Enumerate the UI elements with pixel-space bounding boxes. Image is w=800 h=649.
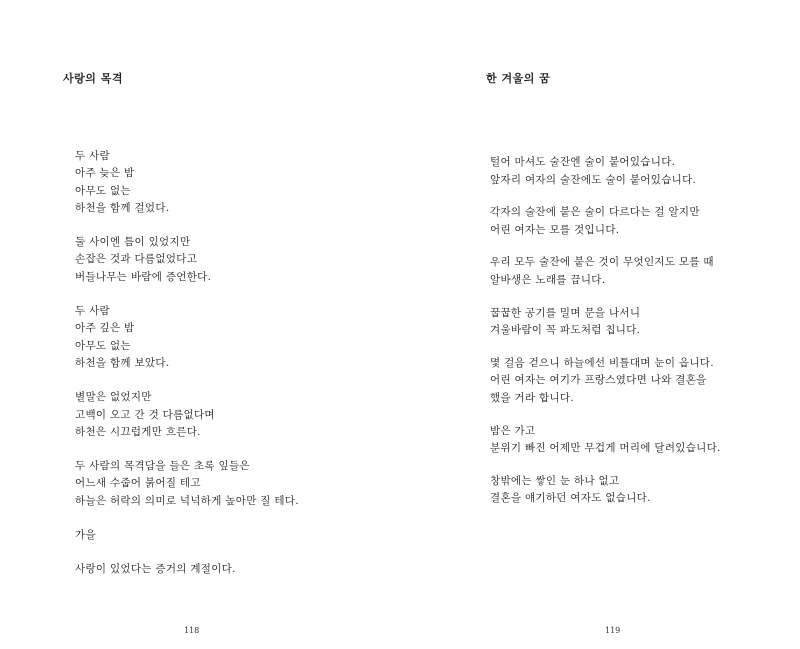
stanza <box>75 527 385 544</box>
poem-line: 가을 <box>75 529 96 542</box>
poem-line: 털어 마셔도 술잔엔 술이 붙어있습니다. <box>490 156 676 168</box>
poem-line: 꿉꿉한 공기를 밀며 문을 나서니 <box>490 306 641 319</box>
poem-line: 하늘은 허락의 의미로 넉넉하게 높아만 질 테다. <box>75 494 299 507</box>
poem-line: 하천을 함께 보았다. <box>75 356 170 369</box>
poem-line: 고백이 오고 간 것 다름없다며 <box>75 408 215 421</box>
poem-line: 몇 걸음 걷으니 하늘에선 비틀대며 눈이 옵니다. <box>490 356 714 369</box>
poem-line: 사랑이 있었다는 증거의 계절이다. <box>75 563 236 576</box>
poem-line: 버들나무는 바람에 증언한다. <box>75 270 212 283</box>
poem-line: 했을 거라 합니다. <box>490 391 575 404</box>
poem-line: 하천을 함께 걸었다. <box>75 201 170 214</box>
poem-line: 결혼을 얘기하던 여자도 없습니다. <box>490 492 651 505</box>
right-page-number: 119 <box>605 626 621 635</box>
poem-line: 둘 사이엔 틈이 있었지만 <box>75 236 191 249</box>
poem-line: 하천은 시끄럽게만 흐른다. <box>75 425 201 438</box>
right-poem-body <box>490 154 790 523</box>
stanza <box>75 148 385 217</box>
left-poem-body <box>75 148 385 596</box>
poem-line: 알바생은 노래를 끕니다. <box>490 273 606 286</box>
stanza <box>490 355 790 408</box>
stanza <box>490 305 790 340</box>
poem-line: 아주 늦은 밤 <box>75 167 135 180</box>
left-poem-title: 사랑의 목격 <box>63 72 123 85</box>
poem-line: 밤은 가고 <box>490 424 536 437</box>
stanza <box>490 154 790 189</box>
poem-line: 어느새 수줍어 붉어질 테고 <box>75 477 201 490</box>
right-poem-title: 한 겨울의 꿈 <box>486 72 551 85</box>
poem-line: 아주 깊은 밤 <box>75 322 135 335</box>
stanza <box>75 303 385 372</box>
stanza <box>490 204 790 239</box>
right-page <box>400 0 800 649</box>
poem-line: 앞자리 여자의 술잔에도 술이 붙어있습니다. <box>490 173 697 186</box>
poem-line: 손잡은 것과 다름없었다고 <box>75 253 198 266</box>
left-page-number: 118 <box>184 626 200 635</box>
poem-line: 창밖에는 쌓인 눈 하나 없고 <box>490 474 620 487</box>
poem-line: 두 사람 <box>75 150 110 162</box>
poem-line: 겨울바람이 꼭 파도처럼 칩니다. <box>490 324 641 337</box>
stanza <box>75 389 385 441</box>
poem-line: 별말은 없었지만 <box>75 391 152 404</box>
stanza <box>75 458 385 510</box>
stanza <box>490 254 790 289</box>
poem-line: 두 사람 <box>75 305 110 318</box>
poem-line: 분위기 빠진 어제만 무겁게 머리에 달려있습니다. <box>490 442 721 455</box>
poem-line: 두 사람의 목격담을 들은 초록 잎들은 <box>75 460 250 473</box>
poem-line: 어린 여자는 모를 것입니다. <box>490 223 620 236</box>
stanza <box>490 473 790 508</box>
poem-line: 어린 여자는 여기가 프랑스였다면 나와 결혼을 <box>490 374 707 387</box>
stanza <box>490 423 790 458</box>
poem-line: 아무도 없는 <box>75 339 131 352</box>
stanza <box>75 561 385 578</box>
poem-line: 우리 모두 술잔에 붙은 것이 무엇인지도 모를 때 <box>490 256 714 269</box>
poem-line: 각자의 술잔에 붙은 술이 다르다는 걸 알지만 <box>490 206 700 219</box>
poem-line: 아무도 없는 <box>75 184 131 197</box>
stanza <box>75 234 385 286</box>
